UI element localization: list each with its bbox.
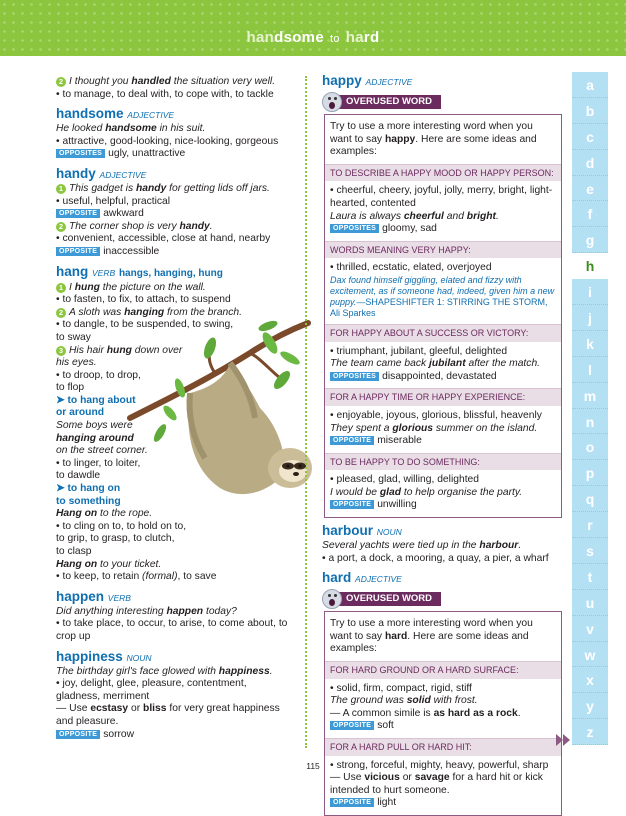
part-of-speech: ADJECTIVE [99, 169, 147, 180]
tab-letter-x[interactable]: x [572, 667, 608, 693]
opposite-badge: OPPOSITE [56, 209, 100, 218]
opposite-badge: OPPOSITE [330, 721, 374, 730]
page-header [0, 0, 626, 56]
synonyms: • to dangle, to be suspended, to swing, [56, 319, 234, 331]
tab-letter-l[interactable]: l [572, 357, 608, 383]
sense-number: 1 [56, 184, 66, 194]
tab-letter-p[interactable]: p [572, 460, 608, 486]
entry-handle-continued: 2 I thought you handled the situation very well. • to manage, to deal with, to cope with, to tackle [56, 76, 290, 101]
entry-hang: hang VERB hangs, hanging, hung 1 I hung the picture on the wall. • to fasten, to fix, to attach, to suspend 2 A sloth was hanging from the branch. • to dangle, to be suspended, to swing, to sway 3 His hair hung down over his eyes. • to droop, to drop, to flop ➤ to hang about or around Some boys were hanging around on the street corner. • to linger, to loiter, to dawdle ➤ to hang on to something Hang on to the rope. • to cling on to, to hold on to, to grip, to grasp, to clutch, to clasp Hang on to your ticket. • to keep, to retain (formal), to save [56, 264, 290, 584]
entry-happy [322, 73, 562, 518]
title-part1-dim: han [246, 29, 275, 46]
synonyms: to grip, to grasp, to clutch, [56, 533, 175, 545]
synonyms: • to droop, to drop, [56, 369, 141, 381]
alphabet-tabs [572, 72, 608, 745]
synonyms: to dawdle [56, 470, 101, 482]
tab-letter-o[interactable]: o [572, 434, 608, 460]
tab-letter-d[interactable]: d [572, 150, 608, 176]
double-arrow-icon [556, 734, 572, 746]
verb-forms: hangs, hanging, hung [118, 267, 223, 279]
part-of-speech: ADJECTIVE [365, 77, 413, 87]
overused-section-heading: FOR HARD GROUND OR A HARD SURFACE: [325, 661, 561, 679]
headword: handy [56, 165, 96, 181]
headword: hard [322, 570, 352, 586]
synonyms: • to manage, to deal with, to cope with, to tackle [56, 88, 274, 100]
synonyms: • convenient, accessible, close at hand, nearby [56, 233, 271, 245]
example: Some boys were [56, 420, 133, 432]
overused-word-banner [322, 589, 562, 609]
overused-word-label: OVERUSED WORD [336, 95, 441, 109]
synonyms: • thrilled, ecstatic, elated, overjoyed [330, 262, 492, 274]
overused-section-heading: WORDS MEANING VERY HAPPY: [325, 241, 561, 259]
column-divider [305, 76, 307, 748]
synonyms: • enjoyable, joyous, glorious, blissful, heavenly [330, 409, 542, 421]
overused-section-heading: TO DESCRIBE A HAPPY MOOD OR HAPPY PERSON: [325, 164, 561, 182]
opposite: sorrow [103, 728, 135, 740]
sense-number: 2 [56, 77, 66, 87]
quote-source: —SHAPESHIFTER 1: STIRRING THE STORM, Ali Sparkes [330, 296, 548, 318]
synonyms: to sway [56, 331, 91, 343]
literary-quote: Dax found himself giggling, elated and fizzy with excitement, as if someone had, indeed, given him a new puppy.—SHAPESHIFTER 1: STIRRING THE STORM, Ali Sparkes [330, 274, 555, 318]
opposites: disappointed, devastated [382, 370, 497, 382]
phrasal-verb: or around [56, 407, 105, 419]
tab-letter-w[interactable]: w [572, 642, 608, 668]
tab-letter-u[interactable]: u [572, 590, 608, 616]
tab-letter-m[interactable]: m [572, 383, 608, 409]
synonyms: • pleased, glad, willing, delighted [330, 474, 480, 486]
tab-letter-n[interactable]: n [572, 409, 608, 435]
tab-letter-s[interactable]: s [572, 538, 608, 564]
synonyms: to clasp [56, 546, 92, 557]
phrasal-verb: ➤ to hang on [56, 483, 121, 495]
page-title [0, 29, 626, 46]
opposite-badge: OPPOSITE [56, 730, 100, 739]
overused-word-box: Try to use a more interesting word when you want to say hard. Here are some ideas and examples: FOR HARD GROUND OR A HARD SURFACE: • solid, firm, compact, rigid, stiff The ground was solid with frost. — A common simile is as hard as a rock. OPPOSITE soft FOR A HARD PULL OR HARD HIT: • strong, forceful, mighty, heavy, powerful, sharp — Use vicious or savage for a hard hit or kick intended to hurt someone. OPPOSITE light [324, 611, 562, 816]
sense-number: 2 [56, 308, 66, 318]
overused-section-heading: FOR A HARD PULL OR HARD HIT: [325, 738, 561, 756]
overused-section-heading: TO BE HAPPY TO DO SOMETHING: [325, 453, 561, 471]
synonyms: • triumphant, jubilant, gleeful, delighted [330, 345, 508, 357]
synonyms: • strong, forceful, mighty, heavy, powerful, sharp [330, 759, 549, 771]
overused-section-heading: FOR HAPPY ABOUT A SUCCESS OR VICTORY: [325, 324, 561, 342]
synonyms: • to fasten, to fix, to attach, to suspend [56, 294, 231, 306]
headword: hang [56, 263, 89, 279]
part-of-speech: VERB [92, 267, 116, 278]
tab-letter-i[interactable]: i [572, 279, 608, 305]
entry-happen: happen VERB Did anything interesting happen today? • to take place, to occur, to arise, to come about, to crop up [56, 589, 290, 644]
page-number: 115 [306, 761, 320, 771]
example: his eyes. [56, 357, 97, 369]
opposite: inaccessible [103, 245, 160, 257]
opposite-badge: OPPOSITE [330, 436, 374, 445]
synonyms: • to linger, to loiter, [56, 457, 141, 469]
tab-letter-b[interactable]: b [572, 98, 608, 124]
opposite: soft [377, 720, 394, 732]
synonyms: • to take place, to occur, to arise, to come about, to crop up [56, 618, 288, 642]
example-bold: hanging around [56, 432, 134, 444]
opposite: light [377, 797, 397, 809]
sloth-on-branch-illustration [130, 318, 310, 528]
tab-letter-e[interactable]: e [572, 176, 608, 202]
overused-word-box: Try to use a more interesting word when you want to say happy. Here are some ideas and examples: TO DESCRIBE A HAPPY MOOD OR HAPPY PERSON: • cheerful, cheery, joyful, jolly, merry, bright, light-hearted, contented Laura is always cheerful and bright. OPPOSITES gloomy, sad WORDS MEANING VERY HAPPY: • thrilled, ecstatic, elated, overjoyed Dax found himself giggling, elated and fizzy with excitement, as if someone had, indeed, given him a new puppy.—SHAPESHIFTER 1: STIRRING THE STORM, Ali Sparkes FOR HAPPY ABOUT A SUCCESS OR VICTORY: • triumphant, jubilant, gleeful, delighted The team came back jubilant after the match. OPPOSITES disappointed, devastated FOR A HAPPY TIME OR HAPPY EXPERIENCE: • enjoyable, joyous, glorious, blissful, heavenly They spent a glorious summer on the island. OPPOSITE miserable TO BE HAPPY TO DO SOMETHING: • pleased, glad, willing, delighted I would be glad to help organise the party. OPPOSITE unwilling [324, 114, 562, 518]
shouting-face-icon [322, 92, 342, 112]
tab-letter-f[interactable]: f [572, 201, 608, 227]
opposite-badge: OPPOSITE [330, 500, 374, 509]
title-part2: rd [363, 29, 380, 46]
part-of-speech: ADJECTIVE [127, 110, 175, 121]
tab-letter-y[interactable]: y [572, 693, 608, 719]
tab-letter-j[interactable]: j [572, 305, 608, 331]
opposite-badge: OPPOSITE [56, 247, 100, 256]
opposite: unwilling [377, 499, 417, 511]
part-of-speech: NOUN [126, 652, 152, 663]
opposites-badge: OPPOSITES [56, 149, 105, 158]
synonyms: • cheerful, cheery, joyful, jolly, merry, bright, light-hearted, contented [330, 185, 553, 209]
tab-letter-v[interactable]: v [572, 616, 608, 642]
part-of-speech: NOUN [376, 527, 402, 538]
opposites: ugly, unattractive [108, 148, 186, 160]
opposites-badge: OPPOSITES [330, 372, 379, 381]
phrasal-verb: ➤ to hang about [56, 394, 136, 406]
overused-section-heading: FOR A HAPPY TIME OR HAPPY EXPERIENCE: [325, 388, 561, 406]
tab-letter-h[interactable]: h [572, 253, 608, 279]
synonyms: • a port, a dock, a mooring, a quay, a pier, a wharf [322, 552, 549, 564]
entry-hard [322, 570, 562, 816]
headword: handsome [56, 106, 124, 122]
opposite: awkward [103, 208, 144, 220]
sense-number: 3 [56, 346, 66, 356]
headword: harbour [322, 523, 374, 539]
headword: happen [56, 588, 105, 604]
headword: happy [322, 73, 362, 88]
overused-word-label: OVERUSED WORD [336, 592, 441, 606]
synonyms: to flop [56, 382, 85, 394]
tab-letter-z[interactable]: z [572, 719, 608, 745]
synonyms: • solid, firm, compact, rigid, stiff [330, 682, 472, 694]
synonyms: • joy, delight, glee, pleasure, contentment, gladness, merriment [56, 678, 247, 702]
opposites: gloomy, sad [382, 223, 437, 235]
tab-letter-q[interactable]: q [572, 486, 608, 512]
example: on the street corner. [56, 445, 148, 457]
entry-happiness: happiness NOUN The birthday girl's face glowed with happiness. • joy, delight, glee, pleasure, contentment, gladness, merriment — Use ecstasy or bliss for very great happiness and pleasure. OPPOSITE sorrow [56, 649, 290, 742]
phrasal-verb: to something [56, 495, 121, 507]
tab-letter-t[interactable]: t [572, 564, 608, 590]
opposite: miserable [377, 435, 422, 447]
synonyms: • attractive, good-looking, nice-looking, gorgeous [56, 135, 279, 147]
tab-letter-c[interactable]: c [572, 124, 608, 150]
title-part1: dsome [274, 29, 324, 46]
tab-letter-r[interactable]: r [572, 512, 608, 538]
entry-harbour: harbour NOUN Several yachts were tied up in the harbour. • a port, a dock, a mooring, a quay, a pier, a wharf [322, 523, 562, 565]
tab-letter-a[interactable]: a [572, 72, 608, 98]
tab-letter-k[interactable]: k [572, 331, 608, 357]
tab-letter-g[interactable]: g [572, 227, 608, 253]
sense-number: 1 [56, 283, 66, 293]
opposite-badge: OPPOSITE [330, 798, 374, 807]
right-column [322, 73, 562, 816]
headword: happiness [56, 648, 123, 664]
title-connector: to [329, 33, 340, 45]
overused-word-banner [322, 92, 562, 112]
synonyms: • to cling on to, to hold on to, [56, 520, 187, 532]
sense-number: 2 [56, 222, 66, 232]
entry-handsome: handsome ADJECTIVE He looked handsome in his suit. • attractive, good-looking, nice-looking, gorgeous OPPOSITES ugly, unattractive [56, 106, 290, 161]
synonyms: • useful, helpful, practical [56, 195, 171, 207]
opposites-badge: OPPOSITES [330, 224, 379, 233]
part-of-speech: VERB [107, 592, 131, 603]
part-of-speech: ADJECTIVE [355, 574, 402, 585]
entry-handy: handy ADJECTIVE 1 This gadget is handy for getting lids off jars. • useful, helpful, practical OPPOSITE awkward 2 The corner shop is very handy. • convenient, accessible, close at hand, nearby OPPOSITE inaccessible [56, 166, 290, 259]
title-part2-dim: ha [345, 29, 364, 46]
shouting-face-icon [322, 589, 342, 609]
